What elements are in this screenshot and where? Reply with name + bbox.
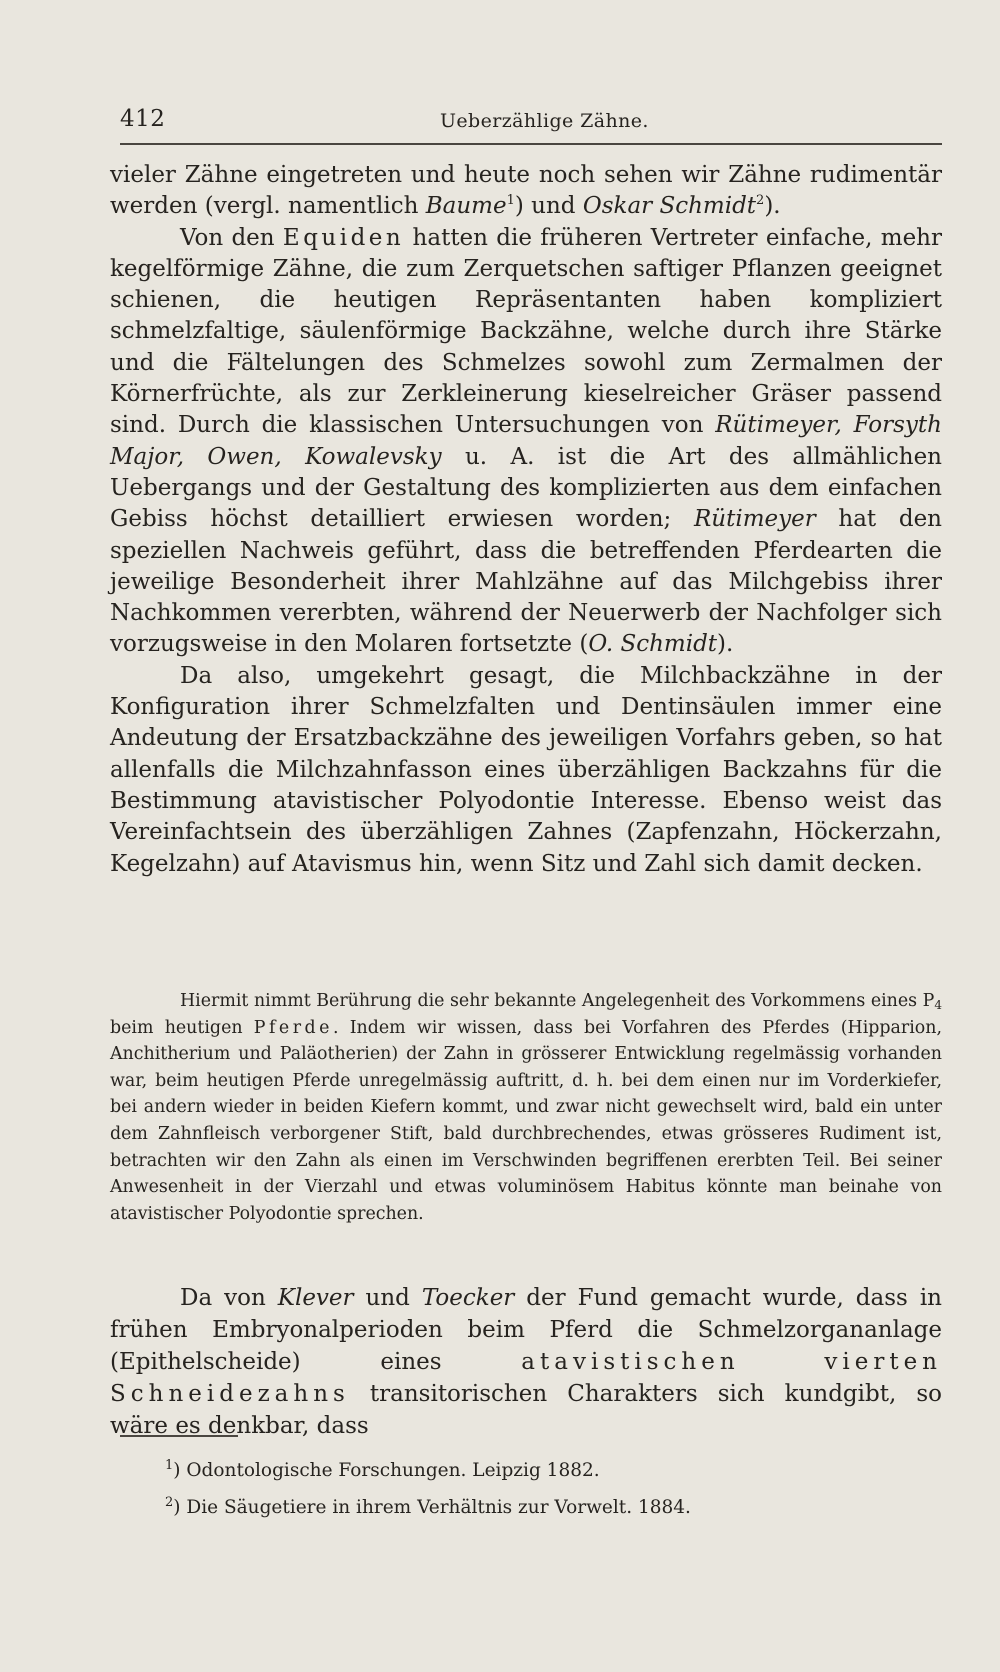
- author-klever: Klever: [277, 1285, 354, 1311]
- footnote-mark: 1: [165, 1458, 174, 1473]
- paragraph-4-text-1: Da von: [180, 1285, 278, 1311]
- footnote-text: ) Die Säugetiere in ihrem Verhältnis zur Vorwelt. 1884.: [173, 1497, 691, 1518]
- author-list: Rütimeyer, Forsyth Major, Owen, Kowalevsky: [110, 412, 942, 470]
- paragraph-2-text-5: ).: [717, 631, 734, 658]
- small-text-2: beim heutigen: [110, 1017, 254, 1038]
- spaced-term-pferde: Pferde: [253, 1017, 333, 1038]
- paragraph-1: [110, 160, 942, 223]
- author-baume: Baume: [425, 193, 507, 220]
- paragraph-2-text-1: Von den: [180, 224, 283, 251]
- paragraph-1-text-3: ).: [764, 193, 781, 220]
- footnote-text: ) Odontologische Forschungen. Leipzig 1882.: [173, 1460, 600, 1481]
- small-print-note: [110, 988, 942, 1227]
- footnotes: [165, 1450, 925, 1524]
- author-schmidt: Oskar Schmidt: [582, 193, 757, 220]
- small-text-3: . Indem wir wissen, dass bei Vorfahren des Pferdes (Hipparion, Anchitherium und Paläotherien) der Zahn in grösserer Entwicklung regelmässig vorhanden war, beim heutigen Pferde unregelmässig auftritt, d. h. bei dem einen nur im Vorderkiefer, bei andern wieder in beiden Kiefern kommt, und zwar nicht gewechselt wird, bald ein unter dem Zahnfleisch verborgener Stift, bald durchbrechendes, etwas grösseres Rudiment ist, betrachten wir den Zahn als einen im Verschwinden begriffenen ererbten Teil. Bei seiner Anwesenheit in der Vierzahl und etwas voluminösem Habitus könnte man beinahe von atavistischer Polyodontie sprechen.: [110, 1017, 942, 1224]
- header-rule: [120, 143, 942, 145]
- paragraph-4-text-4: transitorischen Charakters sich kundgibt, so wäre es denkbar, dass: [110, 1381, 942, 1439]
- small-paragraph: [110, 988, 942, 1227]
- footnote-ref-2: 2: [756, 193, 765, 209]
- main-text-continued: [110, 1282, 942, 1442]
- page-number: 412: [120, 106, 166, 132]
- paragraph-2-text-4: hat den speziellen Nachweis geführt, dass die betreffenden Pferdearten die jeweilige Besonderheit ihrer Mahlzähne auf das Milchgebiss ihrer Nachkommen vererbten, während der Neuerwerb der Nachfolger sich vorzugsweise in den Molaren fortsetzte (: [110, 506, 942, 658]
- paragraph-4-text-2: und: [353, 1285, 422, 1311]
- spaced-term-schneidezahn: atavistischen vierten Schneidezahns: [110, 1349, 942, 1407]
- running-head: Ueberzählige Zähne.: [440, 110, 649, 132]
- paragraph-1-text-1: vieler Zähne eingetreten und heute noch sehen wir Zähne rudimentär werden (vergl. namentlich: [110, 162, 942, 220]
- small-text-1: Hiermit nimmt Berührung die sehr bekannte Angelegenheit des Vorkommens eines P: [180, 991, 935, 1011]
- author-o-schmidt: O. Schmidt: [588, 631, 718, 658]
- footnote-2: [165, 1487, 925, 1524]
- paragraph-4-text-3: der Fund gemacht wurde, dass in frühen Embryonalperioden beim Pferd die Schmelzorgananlage (Epithelscheide) eines: [110, 1285, 942, 1375]
- spaced-term-equiden: Equiden: [282, 224, 405, 251]
- footnote-ref-1: 1: [506, 193, 515, 209]
- paragraph-1-text-2: ) und: [514, 193, 583, 220]
- footnote-mark: 2: [165, 1495, 174, 1510]
- paragraph-2-text-2: hatten die früheren Vertreter einfache, mehr kegelförmige Zähne, die zum Zerquetschen saftiger Pflanzen geeignet schienen, die heutigen Repräsentanten haben kompliziert schmelzfaltige, säulenförmige Backzähne, welche durch ihre Stärke und die Fältelungen des Schmelzes sowohl zum Zermalmen der Körnerfrüchte, als zur Zerkleinerung kieselreicher Gräser passend sind. Durch die klassischen Untersuchungen von: [110, 224, 942, 439]
- paragraph-3: Da also, umgekehrt gesagt, die Milchbackzähne in der Konfiguration ihrer Schmelzfalten und Dentinsäulen immer eine Andeutung der Ersatzbackzähne des jeweiligen Vorfahrs geben, so hat allenfalls die Milchzahnfasson eines überzähligen Backzahns für die Bestimmung atavistischer Polyodontie Interesse. Ebenso weist das Vereinfachtsein des überzähligen Zahnes (Zapfenzahn, Höckerzahn, Kegelzahn) auf Atavismus hin, wenn Sitz und Zahl sich damit decken.: [110, 662, 942, 877]
- subscript-4: 4: [934, 998, 942, 1012]
- paragraph-2-text-3: u. A. ist die Art des allmählichen Uebergangs und der Gestaltung des komplizierten aus dem einfachen Gebiss höchst detailliert erwiesen worden;: [110, 443, 942, 533]
- paragraph-2: [110, 223, 942, 661]
- paragraph-4: [110, 1282, 942, 1442]
- footnote-1: [165, 1450, 925, 1487]
- author-ruetimeyer: Rütimeyer: [693, 506, 816, 533]
- footnote-rule: [120, 1435, 238, 1437]
- author-toecker: Toecker: [421, 1285, 515, 1311]
- page-header: [120, 104, 940, 144]
- main-text: [110, 160, 942, 880]
